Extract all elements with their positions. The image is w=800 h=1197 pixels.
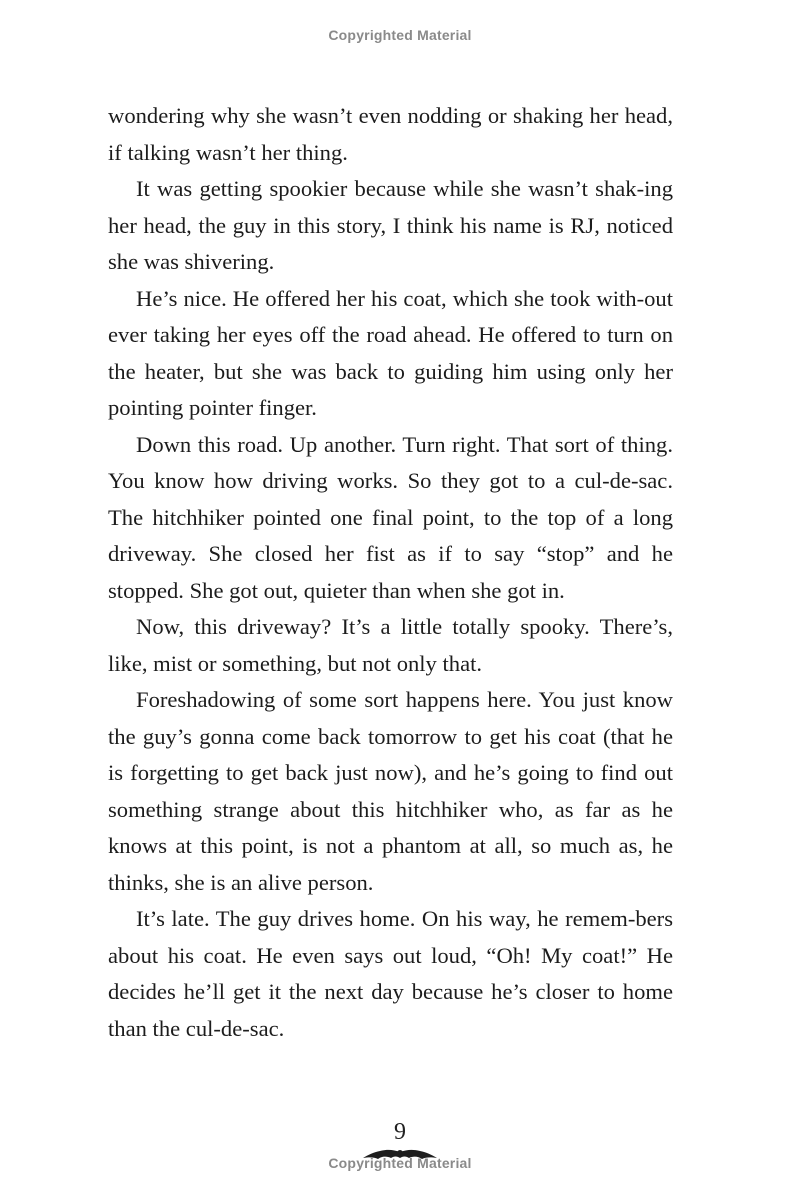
- paragraph: Foreshadowing of some sort happens here. You just know the guy’s gonna come back tomorrow to get his coat (that he is forgetting to get back just now), and he’s going to find out something strange about this hitchhiker who, as far as he knows at this point, is not a phantom at all, so much as, he thinks, she is an alive person.: [108, 687, 673, 895]
- copyright-header: Copyrighted Material: [328, 27, 472, 43]
- paragraph: He’s nice. He offered her his coat, which she took with-out ever taking her eyes off the road ahead. He offered to turn on the heater, but she was back to guiding him using only her pointing pointer finger.: [108, 285, 673, 420]
- page-number: 9: [394, 1119, 406, 1145]
- page-body-text: [108, 98, 673, 1047]
- paragraph: Now, this driveway? It’s a little totally spooky. There’s, like, mist or something, but not only that.: [108, 614, 673, 676]
- paragraph: Down this road. Up another. Turn right. That sort of thing. You know how driving works. So they got to a cul-de-sac. The hitchhiker pointed one final point, to the top of a long driveway. She closed her fist as if to say “stop” and he stopped. She got out, quieter than when she got in.: [108, 431, 673, 603]
- paragraph: It was getting spookier because while she wasn’t shak-ing her head, the guy in this story, I think his name is RJ, noticed she was shivering.: [108, 176, 673, 274]
- paragraph: It’s late. The guy drives home. On his way, he remem-bers about his coat. He even says out loud, “Oh! My coat!” He decides he’ll get it the next day because he’s closer to home than the cul-de-sac.: [108, 906, 673, 1041]
- copyright-footer: Copyrighted Material: [328, 1155, 472, 1171]
- paragraph: wondering why she wasn’t even nodding or shaking her head, if talking wasn’t her thing.: [108, 103, 673, 165]
